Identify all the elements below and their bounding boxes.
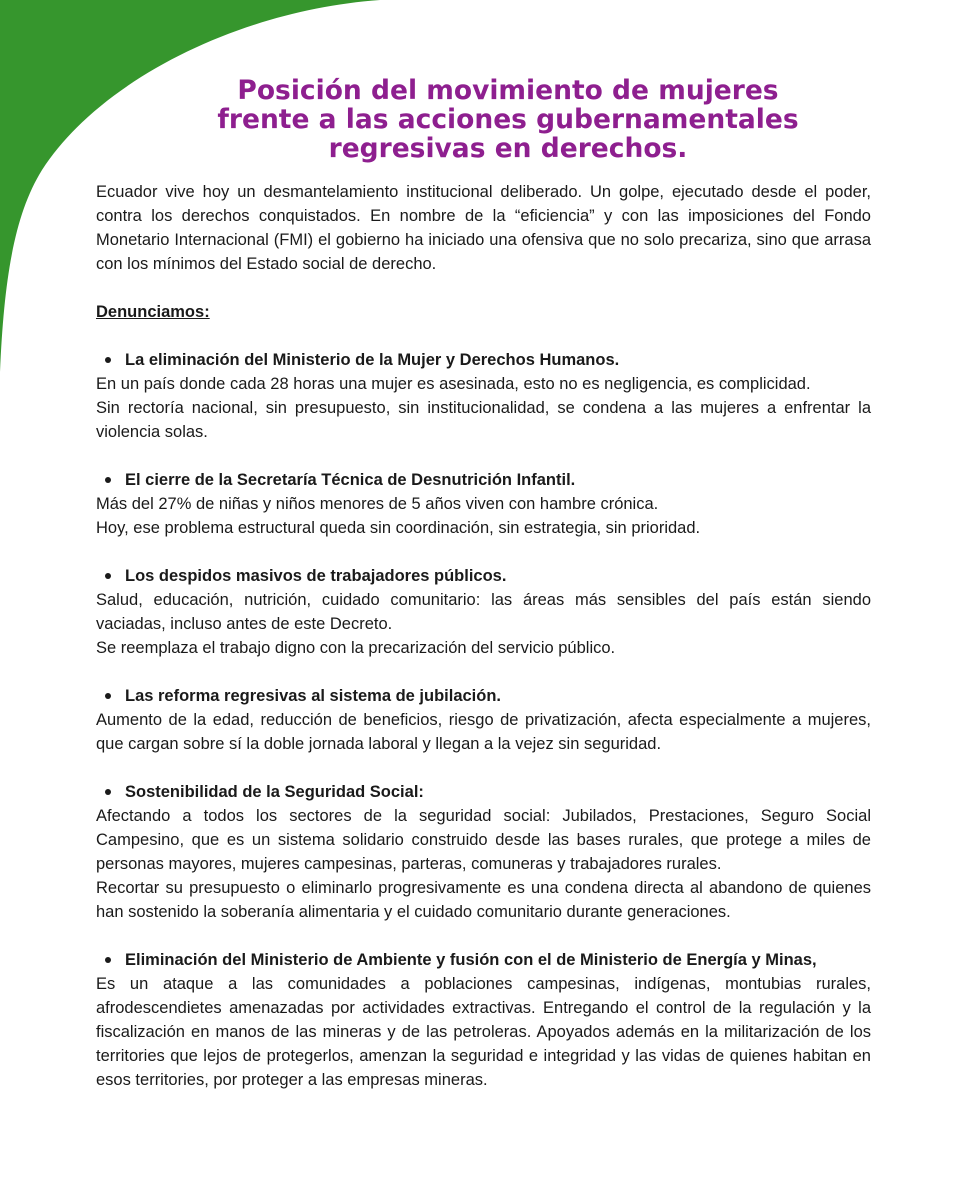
section-heading: Sostenibilidad de la Seguridad Social:: [96, 780, 871, 804]
section-heading: Los despidos masivos de trabajadores públicos.: [96, 564, 871, 588]
bullet-icon: [96, 468, 125, 492]
section-paragraph: Se reemplaza el trabajo digno con la precarización del servicio público.: [96, 639, 616, 657]
section-paragraph: En un país donde cada 28 horas una mujer es asesinada, esto no es negligencia, es complicidad.: [96, 375, 811, 393]
section-paragraph: Recortar su presupuesto o eliminarlo progresivamente es una condena directa al abandono de quienes han sostenido la soberanía alimentaria y el cuidado comunitario durante generaciones.: [96, 879, 871, 921]
bullet-icon: [96, 348, 125, 372]
section-heading: El cierre de la Secretaría Técnica de Desnutrición Infantil.: [96, 468, 871, 492]
title-line-1: Posición del movimiento de mujeres: [237, 75, 779, 106]
bullet-icon: [96, 780, 125, 804]
document-title: [0, 76, 960, 163]
section-heading: Eliminación del Ministerio de Ambiente y fusión con el de Ministerio de Energía y Minas,: [96, 948, 871, 972]
section-paragraph: Salud, educación, nutrición, cuidado comunitario: las áreas más sensibles del país están siendo vaciadas, incluso antes de este Decreto.: [96, 591, 871, 633]
title-line-2: frente a las acciones gubernamentales: [217, 104, 799, 135]
bullet-icon: [96, 948, 125, 972]
bullet-icon: [96, 564, 125, 588]
section-paragraph: Aumento de la edad, reducción de beneficios, riesgo de privatización, afecta especialmente a mujeres, que cargan sobre sí la doble jornada laboral y llegan a la vejez sin seguridad.: [96, 711, 871, 753]
bullet-icon: [96, 684, 125, 708]
section-paragraph: Es un ataque a las comunidades a poblaciones campesinas, indígenas, montubias rurales, afrodescendietes amenazadas por actividades extractivas. Entregando el control de la regulación y la fiscalización en manos de las mineras y de las petroleras. Apoyados además en la militarización de los territories que lejos de protegerlos, amenzan la seguridad e integridad y las vidas de quienes habitan en esos territories, por proteger a las empresas mineras.: [96, 975, 871, 1089]
section-paragraph: Más del 27% de niñas y niños menores de 5 años viven con hambre crónica.: [96, 495, 659, 513]
section-heading: Las reforma regresivas al sistema de jubilación.: [96, 684, 871, 708]
document-body: [96, 180, 871, 1092]
section-paragraph: Hoy, ese problema estructural queda sin coordinación, sin estrategia, sin prioridad.: [96, 519, 701, 537]
denuncia-heading: Denunciamos:: [96, 303, 210, 321]
section-paragraph: Sin rectoría nacional, sin presupuesto, sin institucionalidad, se condena a las mujeres a enfrentar la violencia solas.: [96, 399, 871, 441]
section-paragraph: Afectando a todos los sectores de la seguridad social: Jubilados, Prestaciones, Seguro Social Campesino, que es un sistema solidario construido desde las bases rurales, que protege a miles de personas mayores, mujeres campesinas, parteras, comuneras y trabajadores rurales.: [96, 807, 871, 873]
title-line-3: regresivas en derechos.: [328, 133, 688, 164]
intro-paragraph: Ecuador vive hoy un desmantelamiento institucional deliberado. Un golpe, ejecutado desde el poder, contra los derechos conquistados. En nombre de la “eficiencia” y con las imposiciones del Fondo Monetario Internacional (FMI) el gobierno ha iniciado una ofensiva que no solo precariza, sino que arrasa con los mínimos del Estado social de derecho.: [96, 183, 871, 273]
section-heading: La eliminación del Ministerio de la Mujer y Derechos Humanos.: [96, 348, 871, 372]
